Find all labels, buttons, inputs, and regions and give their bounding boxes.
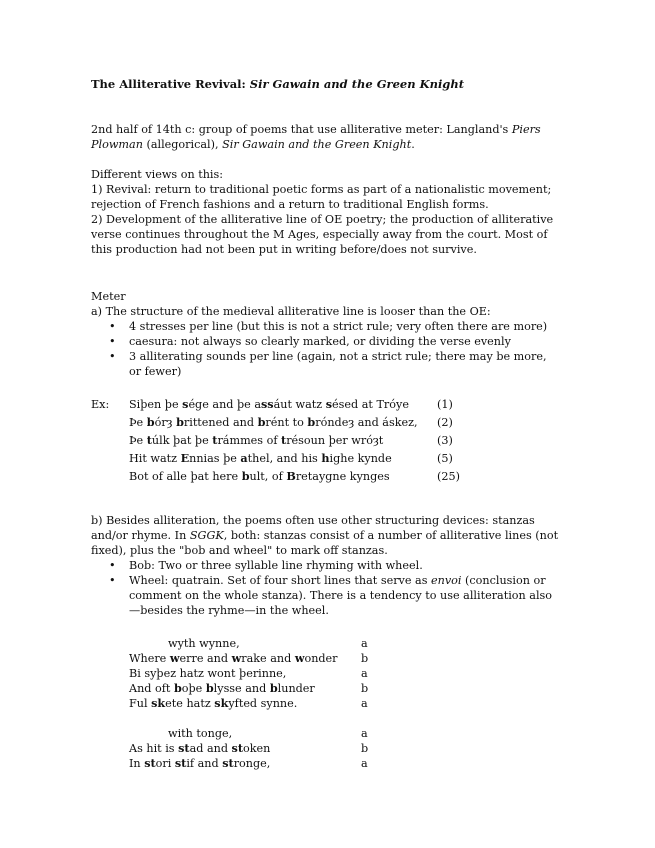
views-section bbox=[91, 167, 561, 257]
alliterating-sound: b bbox=[257, 415, 266, 429]
wheel-row bbox=[129, 681, 379, 696]
alliterating-sound: b bbox=[269, 681, 278, 695]
alliterating-sound: E bbox=[180, 451, 190, 465]
alliterating-sound: t bbox=[146, 433, 152, 447]
rhyme-letter: b bbox=[361, 682, 369, 695]
example-verse: Hit watz Ennias þe athel, and his highe kynde bbox=[129, 451, 392, 465]
example-verse: Siþen þe sége and þe assáut watz sésed at Tróye bbox=[129, 397, 409, 411]
rhyme-letter: b bbox=[361, 742, 369, 755]
title-italic: Sir Gawain and the Green Knight bbox=[249, 77, 465, 91]
alliterating-sound: ss bbox=[261, 397, 274, 411]
meter-intro: a) The structure of the medieval alliterative line is looser than the OE: bbox=[91, 305, 491, 318]
list-item: • 4 stresses per line (but this is not a strict rule; very often there are more) bbox=[91, 319, 561, 334]
alliterating-sound: a bbox=[240, 451, 248, 465]
wheel-row bbox=[129, 651, 379, 666]
list-item: • caesura: not always so clearly marked, or dividing the verse evenly bbox=[91, 334, 561, 349]
wheel-row bbox=[129, 741, 379, 756]
example-verse: Þe bórȝ brittened and brént to bróndeȝ and áskez, bbox=[129, 415, 418, 429]
alliterating-sound: b bbox=[307, 415, 316, 429]
alliterating-sound: w bbox=[231, 651, 242, 665]
section-b-intro: b) Besides alliteration, the poems often use other structuring devices: stanzas and/or rhyme. In SGGK, both: stanzas consist of a number of alliterative lines (not fixed), plus the "bob and wheel" to mark off stanzas. bbox=[91, 514, 559, 557]
list-item: • 3 alliterating sounds per line (again, not a strict rule; there may be more, or fewer) bbox=[91, 349, 561, 379]
line-number: (25) bbox=[437, 470, 460, 483]
example-row bbox=[91, 397, 511, 412]
alliterating-sound: w bbox=[169, 651, 180, 665]
alliterating-sound: sk bbox=[151, 696, 166, 710]
line-number: (2) bbox=[437, 416, 453, 429]
line-number: (1) bbox=[437, 398, 453, 411]
wheel-row bbox=[129, 726, 379, 741]
line-number: (3) bbox=[437, 434, 453, 447]
example-row bbox=[91, 469, 511, 484]
alliterating-sound: b bbox=[205, 681, 214, 695]
list-item: • Wheel: quatrain. Set of four short lines that serve as envoi (conclusion or comment on the whole stanza). There is a tendency to use alliteration also—besides the ryhme—in the wheel. bbox=[91, 573, 561, 618]
wheel-line: And oft boþe blysse and blunder bbox=[129, 681, 315, 695]
alliterating-sound: B bbox=[286, 469, 296, 483]
rhyme-letter: b bbox=[361, 652, 369, 665]
example-row bbox=[91, 433, 511, 448]
example-row bbox=[91, 451, 511, 466]
meter-bullet-list bbox=[91, 319, 561, 379]
bob-line: wyth wynne, bbox=[168, 637, 240, 650]
bob-line: with tonge, bbox=[168, 727, 233, 740]
views-point-1: 1) Revival: return to traditional poetic forms as part of a nationalistic movement; rejection of French fashions and a return to traditional English forms. bbox=[91, 183, 552, 211]
views-heading: Different views on this: bbox=[91, 168, 224, 181]
wheel-line: Ful skete hatz skyfted synne. bbox=[129, 696, 298, 710]
wheel-line: In stori stif and stronge, bbox=[129, 756, 271, 770]
rhyme-letter: a bbox=[361, 667, 368, 680]
section-b bbox=[91, 513, 561, 618]
intro-paragraph: 2nd half of 14th c: group of poems that use alliterative meter: Langland's Piers Plowman (allegorical), Sir Gawain and the Green Knight. bbox=[91, 123, 541, 151]
rhyme-letter: a bbox=[361, 757, 368, 770]
alliterating-sound: st bbox=[178, 741, 190, 755]
section-b-bullet-list bbox=[91, 558, 561, 618]
alliterating-sound: h bbox=[321, 451, 330, 465]
example-verse: Þe túlk þat þe trámmes of trésoun þer wróȝt bbox=[129, 433, 384, 447]
alliterating-sound: t bbox=[281, 433, 287, 447]
rhyme-letter: a bbox=[361, 697, 368, 710]
wheel-row bbox=[129, 636, 379, 651]
example-label: Ex: bbox=[91, 398, 110, 411]
wheel-row bbox=[129, 696, 379, 711]
page-title bbox=[91, 77, 561, 92]
meter-section bbox=[91, 289, 561, 379]
wheel-row bbox=[129, 666, 379, 681]
alliterating-sound: b bbox=[146, 415, 155, 429]
line-number: (5) bbox=[437, 452, 453, 465]
meter-heading: Meter bbox=[91, 290, 126, 303]
title-prefix: The Alliterative Revival: bbox=[91, 77, 250, 91]
wheel-line: Where werre and wrake and wonder bbox=[129, 651, 338, 665]
alliterating-sound: b bbox=[173, 681, 182, 695]
alliterating-sound: w bbox=[294, 651, 305, 665]
alliterating-sound: t bbox=[212, 433, 218, 447]
rhyme-letter: a bbox=[361, 637, 368, 650]
rhyme-letter: a bbox=[361, 727, 368, 740]
wheel-line: As hit is stad and stoken bbox=[129, 741, 271, 755]
alliterating-sound: st bbox=[174, 756, 187, 770]
example-row bbox=[91, 415, 511, 430]
alliterating-sound: s bbox=[325, 397, 333, 411]
alliterating-sound: st bbox=[222, 756, 234, 770]
alliterating-sound: st bbox=[144, 756, 156, 770]
wheel-row bbox=[129, 756, 379, 771]
views-point-2: 2) Development of the alliterative line of OE poetry; the production of alliterative verse continues throughout the M Ages, especially away from the court. Most of this production had not been put in writing before/does not survive. bbox=[91, 213, 554, 256]
example-verse: Bot of alle þat here bult, of Bretaygne kynges bbox=[129, 469, 390, 483]
list-item: • Bob: Two or three syllable line rhyming with wheel. bbox=[91, 558, 561, 573]
alliterating-sound: s bbox=[182, 397, 189, 411]
alliterating-sound: sk bbox=[214, 696, 229, 710]
alliterating-sound: b bbox=[176, 415, 184, 429]
alliterating-sound: b bbox=[241, 469, 250, 483]
wheel-line: Bi syþez hatz wont þerinne, bbox=[129, 667, 287, 680]
alliterating-sound: st bbox=[231, 741, 244, 755]
